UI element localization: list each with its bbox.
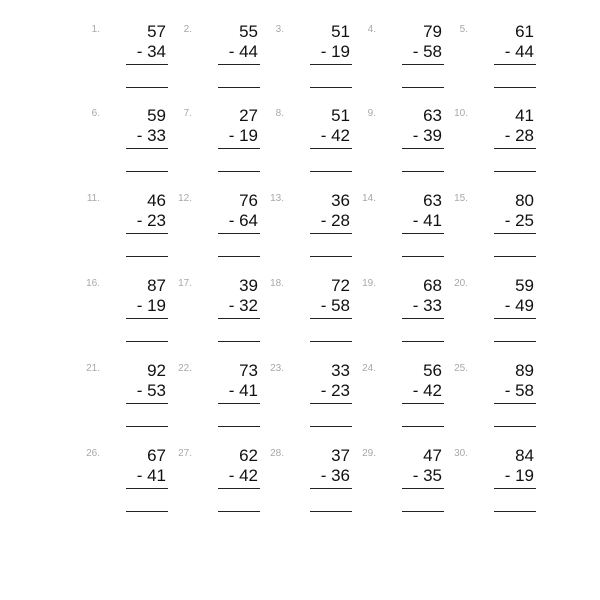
minuend: 39 [239,276,258,295]
subtrahend: - 33 [412,296,442,315]
minuend: 63 [423,106,442,125]
subtraction-rule-line [402,403,444,404]
subtraction-rule-line [218,64,260,65]
answer-line[interactable] [310,87,352,88]
subtraction-rule-line [402,233,444,234]
answer-line[interactable] [218,87,260,88]
answer-line[interactable] [402,341,444,342]
subtraction-rule-line [494,403,536,404]
subtrahend: - 32 [228,296,258,315]
subtraction-rule-line [494,488,536,489]
minuend: 89 [515,361,534,380]
problem-2 [174,22,260,106]
problem-number: 22. [178,363,192,374]
problem-26 [82,446,168,530]
subtraction-rule-line [126,488,168,489]
answer-line[interactable] [218,511,260,512]
subtrahend: - 58 [320,296,350,315]
problem-number: 29. [362,448,376,459]
problem-number: 9. [367,108,376,119]
subtraction-rule-line [218,318,260,319]
problem-number: 28. [270,448,284,459]
answer-line[interactable] [310,426,352,427]
problem-30 [450,446,536,530]
subtrahend: - 23 [136,211,166,230]
answer-line[interactable] [126,171,168,172]
minuend: 27 [239,106,258,125]
subtraction-rule-line [126,64,168,65]
subtrahend: - 53 [136,381,166,400]
subtraction-rule-line [494,64,536,65]
minuend: 57 [147,22,166,41]
subtrahend: - 41 [412,211,442,230]
subtrahend: - 39 [412,126,442,145]
subtrahend: - 41 [136,466,166,485]
subtraction-rule-line [310,233,352,234]
subtraction-rule-line [126,148,168,149]
subtraction-rule-line [402,488,444,489]
minuend: 55 [239,22,258,41]
minuend: 80 [515,191,534,210]
problem-1 [82,22,168,106]
problem-13 [266,191,352,275]
problem-3 [266,22,352,106]
answer-line[interactable] [310,341,352,342]
problem-29 [358,446,444,530]
problem-16 [82,276,168,360]
subtraction-rule-line [402,148,444,149]
problem-number: 5. [459,24,468,35]
subtrahend: - 49 [504,296,534,315]
problem-14 [358,191,444,275]
answer-line[interactable] [402,256,444,257]
answer-line[interactable] [218,171,260,172]
minuend: 33 [331,361,350,380]
minuend: 76 [239,191,258,210]
minuend: 61 [515,22,534,41]
answer-line[interactable] [402,426,444,427]
problem-12 [174,191,260,275]
subtrahend: - 19 [228,126,258,145]
minuend: 51 [331,106,350,125]
answer-line[interactable] [494,341,536,342]
subtrahend: - 28 [504,126,534,145]
subtraction-rule-line [402,64,444,65]
subtraction-rule-line [494,148,536,149]
answer-line[interactable] [494,87,536,88]
problem-number: 6. [91,108,100,119]
minuend: 47 [423,446,442,465]
minuend: 41 [515,106,534,125]
problem-number: 19. [362,278,376,289]
subtrahend: - 58 [504,381,534,400]
problem-4 [358,22,444,106]
answer-line[interactable] [126,87,168,88]
answer-line[interactable] [310,511,352,512]
problem-number: 24. [362,363,376,374]
minuend: 92 [147,361,166,380]
subtraction-rule-line [402,318,444,319]
problem-number: 14. [362,193,376,204]
subtrahend: - 19 [320,42,350,61]
problem-24 [358,361,444,445]
minuend: 73 [239,361,258,380]
minuend: 63 [423,191,442,210]
problem-number: 12. [178,193,192,204]
problem-19 [358,276,444,360]
subtrahend: - 42 [228,466,258,485]
subtrahend: - 35 [412,466,442,485]
minuend: 62 [239,446,258,465]
subtrahend: - 42 [320,126,350,145]
subtrahend: - 44 [228,42,258,61]
problem-number: 18. [270,278,284,289]
answer-line[interactable] [126,341,168,342]
answer-line[interactable] [126,511,168,512]
subtrahend: - 34 [136,42,166,61]
minuend: 72 [331,276,350,295]
subtraction-rule-line [218,233,260,234]
subtrahend: - 28 [320,211,350,230]
answer-line[interactable] [218,426,260,427]
minuend: 46 [147,191,166,210]
problem-number: 13. [270,193,284,204]
minuend: 51 [331,22,350,41]
subtraction-rule-line [310,148,352,149]
subtraction-rule-line [126,233,168,234]
answer-line[interactable] [402,87,444,88]
problem-11 [82,191,168,275]
subtraction-rule-line [126,403,168,404]
problem-27 [174,446,260,530]
subtrahend: - 25 [504,211,534,230]
answer-line[interactable] [494,426,536,427]
answer-line[interactable] [218,341,260,342]
answer-line[interactable] [310,256,352,257]
answer-line[interactable] [402,511,444,512]
problem-number: 23. [270,363,284,374]
problem-number: 21. [86,363,100,374]
problem-22 [174,361,260,445]
problem-9 [358,106,444,190]
answer-line[interactable] [310,171,352,172]
minuend: 56 [423,361,442,380]
subtrahend: - 23 [320,381,350,400]
problem-18 [266,276,352,360]
minuend: 59 [147,106,166,125]
problem-7 [174,106,260,190]
subtrahend: - 42 [412,381,442,400]
subtrahend: - 19 [504,466,534,485]
subtrahend: - 44 [504,42,534,61]
answer-line[interactable] [218,256,260,257]
problem-17 [174,276,260,360]
minuend: 59 [515,276,534,295]
subtrahend: - 33 [136,126,166,145]
minuend: 68 [423,276,442,295]
subtrahend: - 58 [412,42,442,61]
minuend: 67 [147,446,166,465]
problem-number: 16. [86,278,100,289]
answer-line[interactable] [402,171,444,172]
problem-number: 26. [86,448,100,459]
problem-8 [266,106,352,190]
answer-line[interactable] [126,256,168,257]
subtrahend: - 41 [228,381,258,400]
minuend: 87 [147,276,166,295]
problem-28 [266,446,352,530]
subtraction-rule-line [494,233,536,234]
minuend: 79 [423,22,442,41]
subtrahend: - 36 [320,466,350,485]
subtraction-rule-line [494,318,536,319]
problem-25 [450,361,536,445]
problem-number: 4. [367,24,376,35]
problem-number: 11. [86,193,100,204]
problem-number: 25. [454,363,468,374]
problem-number: 2. [183,24,192,35]
problem-number: 7. [183,108,192,119]
problem-number: 10. [454,108,468,119]
problem-number: 30. [454,448,468,459]
subtraction-rule-line [310,318,352,319]
subtraction-rule-line [218,148,260,149]
subtraction-rule-line [310,64,352,65]
minuend: 36 [331,191,350,210]
problem-number: 27. [178,448,192,459]
minuend: 37 [331,446,350,465]
problem-5 [450,22,536,106]
subtrahend: - 19 [136,296,166,315]
subtraction-rule-line [310,488,352,489]
problem-23 [266,361,352,445]
problem-21 [82,361,168,445]
problem-10 [450,106,536,190]
subtraction-rule-line [310,403,352,404]
problem-number: 1. [91,24,100,35]
problem-number: 20. [454,278,468,289]
subtrahend: - 64 [228,211,258,230]
answer-line[interactable] [494,256,536,257]
problem-number: 15. [454,193,468,204]
subtraction-rule-line [218,403,260,404]
problem-number: 17. [178,278,192,289]
answer-line[interactable] [494,171,536,172]
problem-6 [82,106,168,190]
minuend: 84 [515,446,534,465]
subtraction-rule-line [126,318,168,319]
problem-number: 3. [275,24,284,35]
subtraction-rule-line [218,488,260,489]
problem-number: 8. [275,108,284,119]
answer-line[interactable] [126,426,168,427]
answer-line[interactable] [494,511,536,512]
problem-15 [450,191,536,275]
problem-20 [450,276,536,360]
